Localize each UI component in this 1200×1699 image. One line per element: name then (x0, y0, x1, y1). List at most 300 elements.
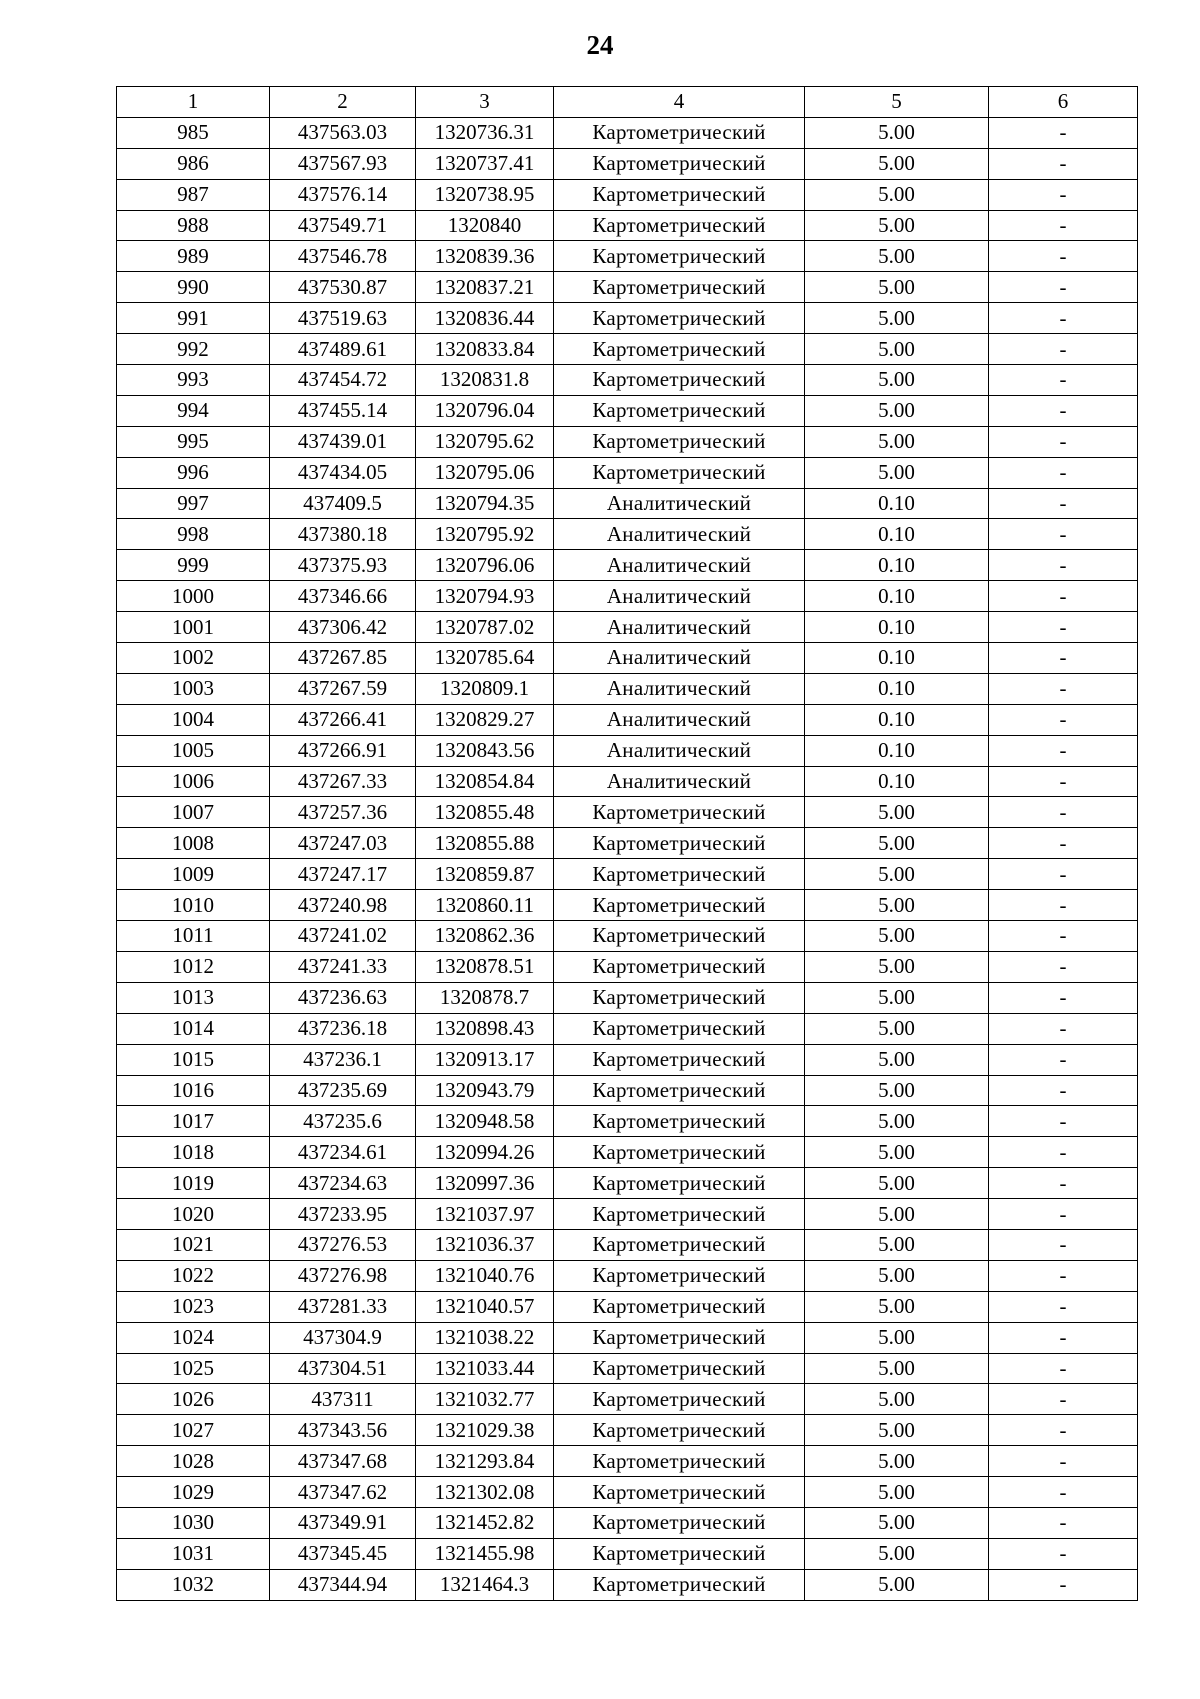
point-number-cell: 1016 (117, 1075, 270, 1106)
method-cell: Картометрический (554, 1322, 805, 1353)
table-row (117, 704, 1138, 735)
method-cell: Картометрический (554, 334, 805, 365)
x-coordinate-cell: 437489.61 (270, 334, 416, 365)
y-coordinate-cell: 1320785.64 (416, 643, 554, 674)
x-coordinate-cell: 437235.69 (270, 1075, 416, 1106)
accuracy-cell: 5.00 (805, 148, 989, 179)
x-coordinate-cell: 437266.41 (270, 704, 416, 735)
table-row (117, 797, 1138, 828)
description-cell: - (989, 1260, 1138, 1291)
method-cell: Аналитический (554, 612, 805, 643)
accuracy-cell: 5.00 (805, 1384, 989, 1415)
table-row (117, 365, 1138, 396)
description-cell: - (989, 1415, 1138, 1446)
y-coordinate-cell: 1320794.35 (416, 488, 554, 519)
description-cell: - (989, 890, 1138, 921)
y-coordinate-cell: 1320843.56 (416, 735, 554, 766)
y-coordinate-cell: 1320855.88 (416, 828, 554, 859)
description-cell: - (989, 1322, 1138, 1353)
x-coordinate-cell: 437346.66 (270, 581, 416, 612)
y-coordinate-cell: 1321032.77 (416, 1384, 554, 1415)
point-number-cell: 1014 (117, 1013, 270, 1044)
description-cell: - (989, 1106, 1138, 1137)
method-cell: Картометрический (554, 1538, 805, 1569)
point-number-cell: 1009 (117, 859, 270, 890)
accuracy-cell: 5.00 (805, 1569, 989, 1600)
accuracy-cell: 5.00 (805, 1477, 989, 1508)
method-cell: Аналитический (554, 550, 805, 581)
accuracy-cell: 0.10 (805, 735, 989, 766)
y-coordinate-cell: 1320796.06 (416, 550, 554, 581)
method-cell: Картометрический (554, 797, 805, 828)
y-coordinate-cell: 1320878.51 (416, 951, 554, 982)
point-number-cell: 1007 (117, 797, 270, 828)
description-cell: - (989, 488, 1138, 519)
table-row (117, 1106, 1138, 1137)
x-coordinate-cell: 437267.33 (270, 766, 416, 797)
method-cell: Картометрический (554, 210, 805, 241)
table-row (117, 890, 1138, 921)
y-coordinate-cell: 1320898.43 (416, 1013, 554, 1044)
x-coordinate-cell: 437530.87 (270, 272, 416, 303)
point-number-cell: 1024 (117, 1322, 270, 1353)
x-coordinate-cell: 437236.1 (270, 1044, 416, 1075)
method-cell: Аналитический (554, 704, 805, 735)
x-coordinate-cell: 437349.91 (270, 1507, 416, 1538)
accuracy-cell: 0.10 (805, 673, 989, 704)
table-row (117, 1013, 1138, 1044)
accuracy-cell: 5.00 (805, 1106, 989, 1137)
x-coordinate-cell: 437380.18 (270, 519, 416, 550)
method-cell: Картометрический (554, 1507, 805, 1538)
y-coordinate-cell: 1320736.31 (416, 117, 554, 148)
accuracy-cell: 5.00 (805, 859, 989, 890)
method-cell: Аналитический (554, 766, 805, 797)
point-number-cell: 988 (117, 210, 270, 241)
method-cell: Картометрический (554, 951, 805, 982)
method-cell: Картометрический (554, 1477, 805, 1508)
description-cell: - (989, 457, 1138, 488)
accuracy-cell: 5.00 (805, 1415, 989, 1446)
method-cell: Аналитический (554, 488, 805, 519)
x-coordinate-cell: 437439.01 (270, 426, 416, 457)
description-cell: - (989, 1168, 1138, 1199)
point-number-cell: 1005 (117, 735, 270, 766)
description-cell: - (989, 1137, 1138, 1168)
method-cell: Картометрический (554, 395, 805, 426)
point-number-cell: 1011 (117, 921, 270, 952)
y-coordinate-cell: 1320737.41 (416, 148, 554, 179)
method-cell: Картометрический (554, 890, 805, 921)
method-cell: Картометрический (554, 1199, 805, 1230)
description-cell: - (989, 395, 1138, 426)
description-cell: - (989, 1384, 1138, 1415)
point-number-cell: 1026 (117, 1384, 270, 1415)
accuracy-cell: 5.00 (805, 1353, 989, 1384)
table-row (117, 982, 1138, 1013)
y-coordinate-cell: 1320855.48 (416, 797, 554, 828)
column-header-3: 3 (416, 87, 554, 118)
y-coordinate-cell: 1321038.22 (416, 1322, 554, 1353)
accuracy-cell: 5.00 (805, 1199, 989, 1230)
description-cell: - (989, 365, 1138, 396)
y-coordinate-cell: 1321029.38 (416, 1415, 554, 1446)
description-cell: - (989, 1538, 1138, 1569)
table-row (117, 303, 1138, 334)
point-number-cell: 1030 (117, 1507, 270, 1538)
y-coordinate-cell: 1320913.17 (416, 1044, 554, 1075)
method-cell: Картометрический (554, 1446, 805, 1477)
method-cell: Картометрический (554, 1353, 805, 1384)
x-coordinate-cell: 437234.63 (270, 1168, 416, 1199)
y-coordinate-cell: 1320859.87 (416, 859, 554, 890)
accuracy-cell: 5.00 (805, 334, 989, 365)
accuracy-cell: 0.10 (805, 550, 989, 581)
x-coordinate-cell: 437576.14 (270, 179, 416, 210)
method-cell: Картометрический (554, 1260, 805, 1291)
table-row (117, 1384, 1138, 1415)
table-row (117, 457, 1138, 488)
y-coordinate-cell: 1320795.62 (416, 426, 554, 457)
table-row (117, 1569, 1138, 1600)
accuracy-cell: 5.00 (805, 117, 989, 148)
point-number-cell: 989 (117, 241, 270, 272)
y-coordinate-cell: 1321464.3 (416, 1569, 554, 1600)
table-row (117, 1507, 1138, 1538)
description-cell: - (989, 1044, 1138, 1075)
x-coordinate-cell: 437241.02 (270, 921, 416, 952)
x-coordinate-cell: 437343.56 (270, 1415, 416, 1446)
table-row (117, 1538, 1138, 1569)
table-row (117, 117, 1138, 148)
table-row (117, 179, 1138, 210)
x-coordinate-cell: 437344.94 (270, 1569, 416, 1600)
description-cell: - (989, 241, 1138, 272)
table-row (117, 766, 1138, 797)
description-cell: - (989, 704, 1138, 735)
description-cell: - (989, 921, 1138, 952)
y-coordinate-cell: 1320831.8 (416, 365, 554, 396)
accuracy-cell: 5.00 (805, 457, 989, 488)
x-coordinate-cell: 437375.93 (270, 550, 416, 581)
y-coordinate-cell: 1320795.06 (416, 457, 554, 488)
description-cell: - (989, 117, 1138, 148)
description-cell: - (989, 766, 1138, 797)
description-cell: - (989, 1199, 1138, 1230)
description-cell: - (989, 148, 1138, 179)
table-row (117, 210, 1138, 241)
point-number-cell: 1023 (117, 1291, 270, 1322)
y-coordinate-cell: 1320878.7 (416, 982, 554, 1013)
description-cell: - (989, 797, 1138, 828)
x-coordinate-cell: 437454.72 (270, 365, 416, 396)
description-cell: - (989, 1353, 1138, 1384)
description-cell: - (989, 1477, 1138, 1508)
x-coordinate-cell: 437347.62 (270, 1477, 416, 1508)
method-cell: Картометрический (554, 1291, 805, 1322)
point-number-cell: 1019 (117, 1168, 270, 1199)
point-number-cell: 1027 (117, 1415, 270, 1446)
description-cell: - (989, 1507, 1138, 1538)
x-coordinate-cell: 437347.68 (270, 1446, 416, 1477)
y-coordinate-cell: 1320833.84 (416, 334, 554, 365)
table-row (117, 1415, 1138, 1446)
table-row (117, 1291, 1138, 1322)
x-coordinate-cell: 437247.03 (270, 828, 416, 859)
point-number-cell: 987 (117, 179, 270, 210)
description-cell: - (989, 210, 1138, 241)
description-cell: - (989, 426, 1138, 457)
table-row (117, 395, 1138, 426)
x-coordinate-cell: 437257.36 (270, 797, 416, 828)
description-cell: - (989, 1229, 1138, 1260)
description-cell: - (989, 1291, 1138, 1322)
description-cell: - (989, 334, 1138, 365)
table-row (117, 612, 1138, 643)
y-coordinate-cell: 1320839.36 (416, 241, 554, 272)
description-cell: - (989, 1013, 1138, 1044)
accuracy-cell: 5.00 (805, 395, 989, 426)
table-row (117, 148, 1138, 179)
x-coordinate-cell: 437235.6 (270, 1106, 416, 1137)
method-cell: Картометрический (554, 148, 805, 179)
x-coordinate-cell: 437304.51 (270, 1353, 416, 1384)
accuracy-cell: 5.00 (805, 1446, 989, 1477)
table-row (117, 1137, 1138, 1168)
accuracy-cell: 5.00 (805, 797, 989, 828)
point-number-cell: 1021 (117, 1229, 270, 1260)
accuracy-cell: 5.00 (805, 179, 989, 210)
accuracy-cell: 5.00 (805, 241, 989, 272)
description-cell: - (989, 643, 1138, 674)
y-coordinate-cell: 1321040.76 (416, 1260, 554, 1291)
table-row (117, 951, 1138, 982)
method-cell: Картометрический (554, 457, 805, 488)
table-row (117, 1322, 1138, 1353)
point-number-cell: 999 (117, 550, 270, 581)
point-number-cell: 1003 (117, 673, 270, 704)
description-cell: - (989, 735, 1138, 766)
accuracy-cell: 5.00 (805, 982, 989, 1013)
method-cell: Картометрический (554, 1044, 805, 1075)
point-number-cell: 990 (117, 272, 270, 303)
x-coordinate-cell: 437519.63 (270, 303, 416, 334)
point-number-cell: 1018 (117, 1137, 270, 1168)
x-coordinate-cell: 437304.9 (270, 1322, 416, 1353)
method-cell: Аналитический (554, 581, 805, 612)
y-coordinate-cell: 1320795.92 (416, 519, 554, 550)
point-number-cell: 1013 (117, 982, 270, 1013)
description-cell: - (989, 1446, 1138, 1477)
point-number-cell: 995 (117, 426, 270, 457)
point-number-cell: 1010 (117, 890, 270, 921)
column-header-2: 2 (270, 87, 416, 118)
point-number-cell: 992 (117, 334, 270, 365)
method-cell: Картометрический (554, 1013, 805, 1044)
description-cell: - (989, 859, 1138, 890)
y-coordinate-cell: 1321455.98 (416, 1538, 554, 1569)
y-coordinate-cell: 1320840 (416, 210, 554, 241)
point-number-cell: 1000 (117, 581, 270, 612)
point-number-cell: 1029 (117, 1477, 270, 1508)
y-coordinate-cell: 1321040.57 (416, 1291, 554, 1322)
description-cell: - (989, 303, 1138, 334)
x-coordinate-cell: 437236.18 (270, 1013, 416, 1044)
x-coordinate-cell: 437234.61 (270, 1137, 416, 1168)
accuracy-cell: 5.00 (805, 1538, 989, 1569)
y-coordinate-cell: 1321302.08 (416, 1477, 554, 1508)
table-row (117, 643, 1138, 674)
table-row (117, 426, 1138, 457)
table-row (117, 272, 1138, 303)
point-number-cell: 994 (117, 395, 270, 426)
column-header-1: 1 (117, 87, 270, 118)
point-number-cell: 1008 (117, 828, 270, 859)
table-row (117, 859, 1138, 890)
x-coordinate-cell: 437546.78 (270, 241, 416, 272)
method-cell: Картометрический (554, 426, 805, 457)
method-cell: Аналитический (554, 673, 805, 704)
accuracy-cell: 5.00 (805, 951, 989, 982)
method-cell: Картометрический (554, 1229, 805, 1260)
table-header (117, 87, 1138, 118)
accuracy-cell: 5.00 (805, 426, 989, 457)
y-coordinate-cell: 1321293.84 (416, 1446, 554, 1477)
x-coordinate-cell: 437267.85 (270, 643, 416, 674)
table-row (117, 1353, 1138, 1384)
method-cell: Картометрический (554, 1106, 805, 1137)
accuracy-cell: 5.00 (805, 1291, 989, 1322)
table-row (117, 334, 1138, 365)
description-cell: - (989, 982, 1138, 1013)
table-row (117, 1446, 1138, 1477)
accuracy-cell: 5.00 (805, 1229, 989, 1260)
table-row (117, 1044, 1138, 1075)
accuracy-cell: 5.00 (805, 1322, 989, 1353)
x-coordinate-cell: 437563.03 (270, 117, 416, 148)
method-cell: Картометрический (554, 365, 805, 396)
y-coordinate-cell: 1321033.44 (416, 1353, 554, 1384)
point-number-cell: 985 (117, 117, 270, 148)
table-row (117, 519, 1138, 550)
y-coordinate-cell: 1320836.44 (416, 303, 554, 334)
table-body (117, 117, 1138, 1600)
point-number-cell: 1001 (117, 612, 270, 643)
x-coordinate-cell: 437233.95 (270, 1199, 416, 1230)
accuracy-cell: 5.00 (805, 1013, 989, 1044)
point-number-cell: 1002 (117, 643, 270, 674)
description-cell: - (989, 612, 1138, 643)
y-coordinate-cell: 1320943.79 (416, 1075, 554, 1106)
point-number-cell: 1025 (117, 1353, 270, 1384)
accuracy-cell: 0.10 (805, 704, 989, 735)
y-coordinate-cell: 1320794.93 (416, 581, 554, 612)
x-coordinate-cell: 437434.05 (270, 457, 416, 488)
point-number-cell: 986 (117, 148, 270, 179)
description-cell: - (989, 951, 1138, 982)
method-cell: Картометрический (554, 828, 805, 859)
table-row (117, 1075, 1138, 1106)
accuracy-cell: 5.00 (805, 828, 989, 859)
x-coordinate-cell: 437276.53 (270, 1229, 416, 1260)
point-number-cell: 993 (117, 365, 270, 396)
method-cell: Картометрический (554, 1137, 805, 1168)
table-row (117, 581, 1138, 612)
accuracy-cell: 0.10 (805, 519, 989, 550)
description-cell: - (989, 673, 1138, 704)
accuracy-cell: 0.10 (805, 612, 989, 643)
y-coordinate-cell: 1320809.1 (416, 673, 554, 704)
method-cell: Картометрический (554, 1569, 805, 1600)
table-row (117, 1168, 1138, 1199)
x-coordinate-cell: 437266.91 (270, 735, 416, 766)
accuracy-cell: 5.00 (805, 1168, 989, 1199)
x-coordinate-cell: 437455.14 (270, 395, 416, 426)
table-row (117, 735, 1138, 766)
y-coordinate-cell: 1320829.27 (416, 704, 554, 735)
accuracy-cell: 5.00 (805, 303, 989, 334)
description-cell: - (989, 519, 1138, 550)
point-number-cell: 996 (117, 457, 270, 488)
accuracy-cell: 0.10 (805, 643, 989, 674)
table-row (117, 1477, 1138, 1508)
method-cell: Картометрический (554, 117, 805, 148)
point-number-cell: 1031 (117, 1538, 270, 1569)
accuracy-cell: 5.00 (805, 1044, 989, 1075)
accuracy-cell: 5.00 (805, 1260, 989, 1291)
x-coordinate-cell: 437281.33 (270, 1291, 416, 1322)
method-cell: Картометрический (554, 179, 805, 210)
y-coordinate-cell: 1320837.21 (416, 272, 554, 303)
x-coordinate-cell: 437311 (270, 1384, 416, 1415)
x-coordinate-cell: 437247.17 (270, 859, 416, 890)
x-coordinate-cell: 437241.33 (270, 951, 416, 982)
point-number-cell: 1006 (117, 766, 270, 797)
x-coordinate-cell: 437306.42 (270, 612, 416, 643)
accuracy-cell: 5.00 (805, 272, 989, 303)
description-cell: - (989, 581, 1138, 612)
x-coordinate-cell: 437345.45 (270, 1538, 416, 1569)
accuracy-cell: 0.10 (805, 581, 989, 612)
y-coordinate-cell: 1320738.95 (416, 179, 554, 210)
description-cell: - (989, 550, 1138, 581)
point-number-cell: 1022 (117, 1260, 270, 1291)
method-cell: Картометрический (554, 1075, 805, 1106)
table-row (117, 241, 1138, 272)
point-number-cell: 1032 (117, 1569, 270, 1600)
x-coordinate-cell: 437567.93 (270, 148, 416, 179)
description-cell: - (989, 179, 1138, 210)
y-coordinate-cell: 1320854.84 (416, 766, 554, 797)
x-coordinate-cell: 437409.5 (270, 488, 416, 519)
description-cell: - (989, 1569, 1138, 1600)
x-coordinate-cell: 437549.71 (270, 210, 416, 241)
table-row (117, 828, 1138, 859)
header-row (117, 87, 1138, 118)
y-coordinate-cell: 1321037.97 (416, 1199, 554, 1230)
column-header-6: 6 (989, 87, 1138, 118)
accuracy-cell: 5.00 (805, 365, 989, 396)
accuracy-cell: 5.00 (805, 890, 989, 921)
x-coordinate-cell: 437267.59 (270, 673, 416, 704)
point-number-cell: 1004 (117, 704, 270, 735)
y-coordinate-cell: 1320796.04 (416, 395, 554, 426)
accuracy-cell: 5.00 (805, 1075, 989, 1106)
method-cell: Аналитический (554, 519, 805, 550)
accuracy-cell: 0.10 (805, 766, 989, 797)
page-number: 24 (586, 30, 614, 60)
accuracy-cell: 5.00 (805, 210, 989, 241)
